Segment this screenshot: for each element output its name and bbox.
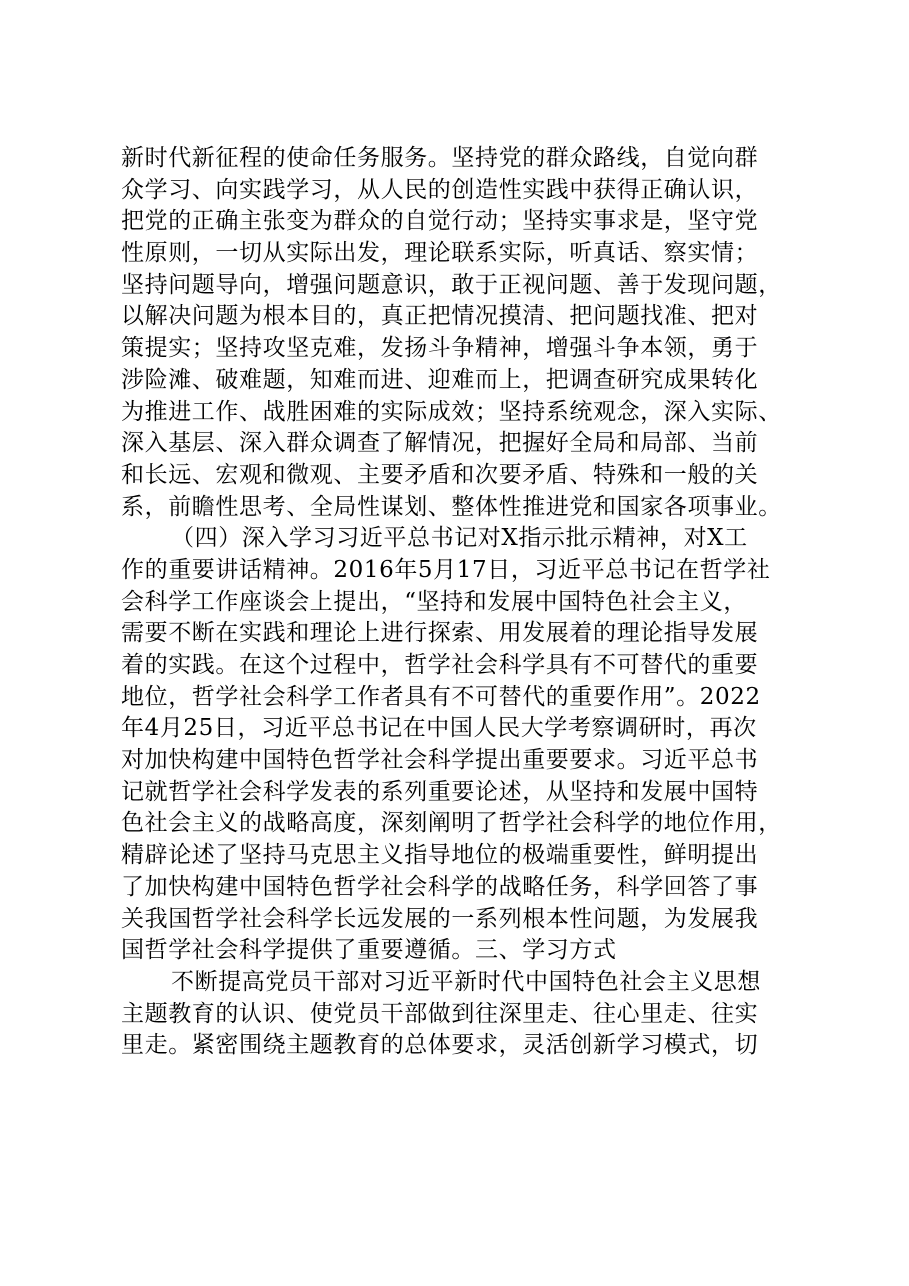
- text-line: 地位，哲学社会科学工作者具有不可替代的重要作用”。2022: [121, 683, 761, 710]
- text-line: 作的重要讲话精神。2016年5月17日，习近平总书记在哲学社: [121, 556, 771, 583]
- text-line: 策提实；坚持攻坚克难，发扬斗争精神，增强斗争本领，勇于: [121, 335, 759, 362]
- text-line: 为推进工作、战胜困难的实际成效；坚持系统观念，深入实际、: [121, 398, 782, 425]
- paragraph-start-line: 不断提高党员干部对习近平新时代中国特色社会主义思想: [171, 968, 761, 995]
- text-line: 对加快构建中国特色哲学社会科学提出重要要求。习近平总书: [121, 747, 759, 774]
- text-line: 性原则，一切从实际出发，理论联系实际，听真话、察实情；: [121, 240, 759, 267]
- text-line: 以解决问题为根本目的，真正把情况摸清、把问题找准、把对: [121, 303, 759, 330]
- text-line: 精辟论述了坚持马克思主义指导地位的极端重要性，鲜明提出: [121, 842, 759, 869]
- text-line: 里走。紧密围绕主题教育的总体要求，灵活创新学习模式，切: [121, 1032, 759, 1059]
- text-line: 和长远、宏观和微观、主要矛盾和次要矛盾、特殊和一般的关: [121, 461, 759, 488]
- text-line: 主题教育的认识、使党员干部做到往深里走、往心里走、往实: [121, 1000, 759, 1027]
- text-line: 需要不断在实践和理论上进行探索、用发展着的理论指导发展: [121, 620, 759, 647]
- text-line: 着的实践。在这个过程中，哲学社会科学具有不可替代的重要: [121, 652, 759, 678]
- text-line: 年4月25日，习近平总书记在中国人民大学考察调研时，再次: [121, 715, 757, 742]
- text-line: 众学习、向实践学习，从人民的创造性实践中获得正确认识，: [121, 176, 759, 203]
- text-line: 涉险滩、破难题，知难而进、迎难而上，把调查研究成果转化: [121, 366, 759, 393]
- text-line: 坚持问题导向，增强问题意识，敢于正视问题、善于发现问题，: [121, 271, 782, 298]
- text-line: 深入基层、深入群众调查了解情况，把握好全局和局部、当前: [121, 430, 759, 457]
- text-line: 关我国哲学社会科学长远发展的一系列根本性问题，为发展我: [121, 905, 759, 932]
- text-line: 把党的正确主张变为群众的自觉行动；坚持实事求是，坚守党: [121, 208, 759, 235]
- text-line: 国哲学社会科学提供了重要遵循。三、学习方式: [121, 937, 617, 964]
- text-line: 系，前瞻性思考、全局性谋划、整体性推进党和国家各项事业。: [121, 493, 782, 520]
- document-body-text: [121, 143, 801, 1062]
- text-line: 新时代新征程的使命任务服务。坚持党的群众路线，自觉向群: [121, 145, 759, 171]
- text-line: 记就哲学社会科学发表的系列重要论述，从坚持和发展中国特: [121, 778, 759, 805]
- text-line: 色社会主义的战略高度，深刻阐明了哲学社会科学的地位作用，: [121, 810, 782, 837]
- text-line: 会科学工作座谈会上提出，“坚持和发展中国特色社会主义，: [121, 588, 747, 615]
- text-line: 了加快构建中国特色哲学社会科学的战略任务，科学回答了事: [121, 873, 759, 900]
- section-heading-line: （四）深入学习习近平总书记对X指示批示精神，对X工: [171, 525, 748, 552]
